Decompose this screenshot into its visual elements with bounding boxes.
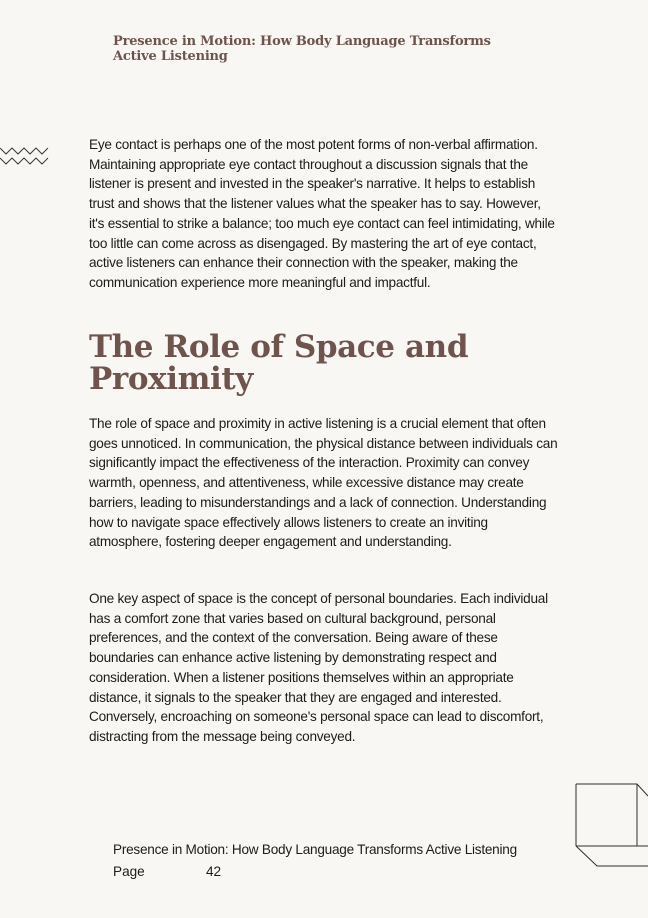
zigzag-ornament-icon: [0, 143, 52, 169]
page-number: 42: [206, 864, 222, 879]
body-paragraph-personal-boundaries: One key aspect of space is the concept of personal boundaries. Each individual has a comfort zone that varies based on cultural background, personal preferences, and the context of the conversation. Being aware of these boundaries can enhance active listening by demonstrating respect and consideration. When a listener positions themselves within an appropriate distance, it signals to the speaker that they are engaged and interested. Conversely, encroaching on someone's personal space can lead to discomfort, distracting from the message being conveyed.: [89, 591, 548, 744]
body-paragraph-eye-contact: Eye contact is perhaps one of the most potent forms of non-verbal affirmation. Maintaining appropriate eye contact throughout a discussion signals that the listener is present and invested in the speaker's narrative. It helps to establish trust and shows that the listener values what the speaker has to say. However, it's essential to strike a balance; too much eye contact can feel intimidating, while too little can come across as disengaged. By mastering the art of eye contact, active listeners can enhance their connection with the speaker, making the communication experience more meaningful and impactful.: [89, 137, 555, 290]
running-header-title: Presence in Motion: How Body Language Transforms Active Listening: [113, 34, 491, 64]
page-label: Page: [113, 864, 145, 879]
body-paragraph-space-role: The role of space and proximity in active listening is a crucial element that often goes unnoticed. In communication, the physical distance between individuals can significantly impact the effectiveness of the interaction. Proximity can convey warmth, openness, and attentiveness, while excessive distance may create barriers, leading to misunderstandings and a lack of connection. Understanding how to navigate space effectively allows listeners to create an inviting atmosphere, fostering deeper engagement and understanding.: [89, 416, 558, 550]
footer-title: Presence in Motion: How Body Language Transforms Active Listening: [113, 842, 517, 857]
footer-page-indicator: [113, 863, 222, 881]
cube-outline-icon: [575, 782, 648, 868]
section-heading: The Role of Space and Proximity: [89, 329, 469, 397]
